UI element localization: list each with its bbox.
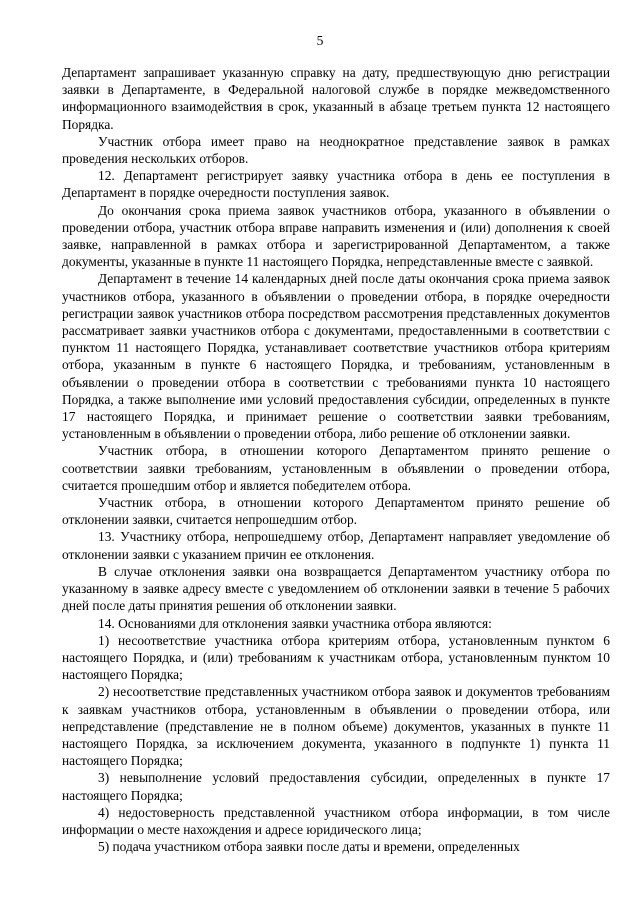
paragraph-7: Участник отбора, в отношении которого Департаментом принято решение об отклонении заявки, считается непрошедшим отбор. (62, 495, 610, 528)
paragraph-10: 14. Основаниями для отклонения заявки участника отбора являются: (98, 615, 492, 631)
paragraph-14: 4) недостоверность представленной участником отбора информации, в том числе информации о месте нахождения и адресе юридического лица; (62, 804, 610, 837)
paragraph-1: Департамент запрашивает указанную справку на дату, предшествующую дню регистрации заявки в Департаменте, в Федеральной налоговой службе в порядке межведомственного информационного взаимодействия в срок, указанный в абзаце третьем пункта 12 настоящего Порядка. (62, 65, 610, 132)
paragraph-2: Участник отбора имеет право на неоднократное представление заявок в рамках проведения нескольких отборов. (62, 133, 610, 167)
paragraph-5: Департамент в течение 14 календарных дней после даты окончания срока приема заявок участников отбора, указанного в объявлении о проведении отбора, в порядке очередности регистрации заявок участников отбора посредством рассмотрения представленных документов рассматривает заявки участников отбора с документами, предоставленными в соответствии с пунктом 11 настоящего Порядка, устанавливает соответствие участников отбора критериям отбора, указанным в пункте 6 настоящего Порядка, и требованиям, установленным в объявлении о проведении отбора в соответствии с требованиями пункта 10 настоящего Порядка, а также выполнение ими условий предоставления субсидии, определенных в пункте 17 настоящего Порядка, и принимает решение о соответствии заявки требованиям, установленным в объявлении о проведении отбора, либо решение об отклонении заявки. (62, 271, 610, 442)
paragraph-15: 5) подача участником отбора заявки после даты и времени, определенных (98, 839, 520, 855)
paragraph-4: До окончания срока приема заявок участников отбора, указанного в объявлении о проведении отбора, участник отбора вправе направить изменения и (или) дополнения к своей заявке, направленной в рамках отбора и зарегистрированной Департаментом, а также документы, указанные в пункте 11 настоящего Порядка, непредставленные вместе с заявкой. (62, 202, 610, 270)
document-body (62, 64, 610, 855)
paragraph-11: 1) несоответствие участника отбора критериям отбора, установленным пунктом 6 настоящего Порядка, и (или) требованиям к участникам отбора, установленным пунктом 10 настоящего Порядка; (62, 632, 610, 683)
paragraph-9: В случае отклонения заявки она возвращается Департаментом участнику отбора по указанному в заявке адресу вместе с уведомлением об отклонении заявки в течение 5 рабочих дней после даты принятия решения об отклонении заявки. (62, 563, 610, 614)
paragraph-3: 12. Департамент регистрирует заявку участника отбора в день ее поступления в Департамент в порядке очередности поступления заявок. (62, 168, 610, 201)
page-number: 5 (316, 33, 324, 48)
paragraph-12: 2) несоответствие представленных участником отбора заявок и документов требованиям к заявкам участников отбора, установленным в объявлении о проведении отбора, или непредставление (представление не в полном объеме) документов, указанных в пункте 11 настоящего Порядка, за исключением документа, указанного в подпункте 1) пункта 11 настоящего Порядка; (62, 684, 610, 769)
paragraph-6: Участник отбора, в отношении которого Департаментом принято решение о соответствии заявки требованиям, установленным в объявлении о проведении отбора, считается прошедшим отбор и является победителем отбора. (62, 443, 610, 493)
paragraph-8: 13. Участнику отбора, непрошедшему отбор, Департамент направляет уведомление об отклонении заявки с указанием причин ее отклонения. (62, 529, 610, 562)
paragraph-13: 3) невыполнение условий предоставления субсидии, определенных в пункте 17 настоящего Порядка; (62, 770, 610, 803)
